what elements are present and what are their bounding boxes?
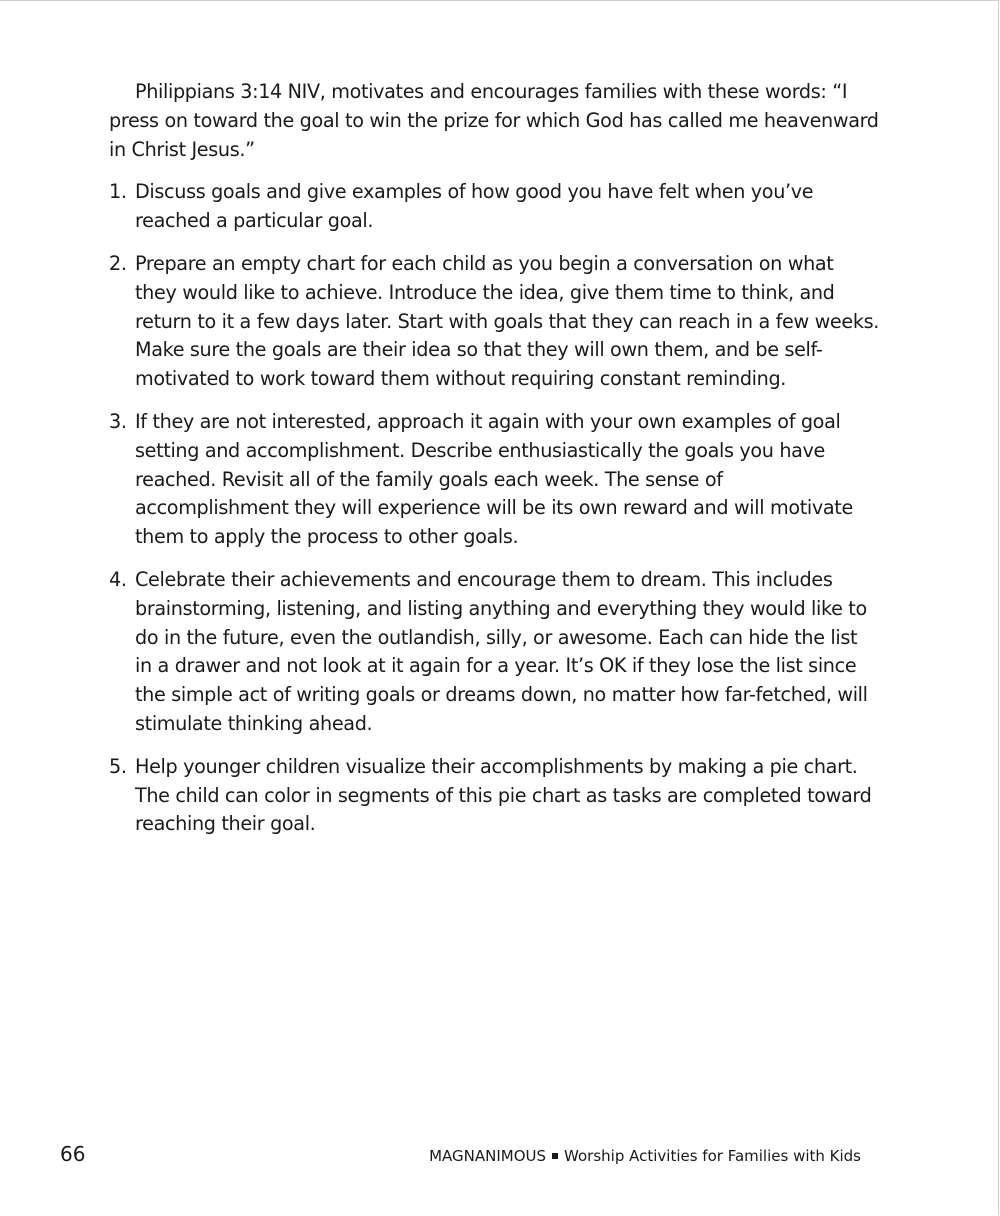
running-footer: [429, 1145, 861, 1167]
list-item: [109, 408, 879, 552]
square-bullet-icon: [552, 1153, 558, 1159]
list-item-number: 3.: [109, 409, 127, 433]
list-item: [109, 753, 879, 839]
list-item-text: Celebrate their achievements and encourage them to dream. This includes brainstorming, listening, and listing anything and everything they would like to do in the future, even the outlandish, silly, or awesome. Each can hide the list in a drawer and not look at it again for a year. It’s OK if they lose the list since the simple act of writing goals or dreams down, no matter how far-fetched, will stimulate thinking ahead.: [135, 567, 868, 735]
page-body: [109, 78, 879, 853]
list-item: [109, 178, 879, 236]
list-item-text: If they are not interested, approach it again with your own examples of goal setting and accomplishment. Describe enthusiastically the goals you have reached. Revisit all of the family goals each week. The sense of accomplishment they will experience will be its own reward and will motivate them to apply the process to other goals.: [135, 409, 853, 549]
list-item: [109, 250, 879, 394]
list-item-text: Help younger children visualize their accomplishments by making a pie chart. The child can color in segments of this pie chart as tasks are completed toward reaching their goal.: [135, 754, 872, 836]
book-title: MAGNANIMOUS: [429, 1147, 547, 1165]
list-item: [109, 566, 879, 739]
list-item-number: 4.: [109, 567, 127, 591]
list-item-number: 5.: [109, 754, 127, 778]
page-number: 66: [60, 1142, 86, 1166]
intro-paragraph: Philippians 3:14 NIV, motivates and encourages families with these words: “I press on toward the goal to win the prize for which God has called me heavenward in Christ Jesus.”: [109, 80, 879, 161]
list-item-text: Prepare an empty chart for each child as you begin a conversation on what they would like to achieve. Introduce the idea, give them time to think, and return to it a few days later. Start with goals that they can reach in a few weeks. Make sure the goals are their idea so that they will own them, and be self-motivated to work toward them without requiring constant reminding.: [135, 251, 879, 391]
activity-list: [109, 178, 879, 839]
book-subtitle: Worship Activities for Families with Kids: [564, 1147, 861, 1165]
list-item-number: 1.: [109, 180, 127, 204]
list-item-text: Discuss goals and give examples of how good you have felt when you’ve reached a particular goal.: [135, 180, 814, 233]
list-item-number: 2.: [109, 251, 127, 275]
